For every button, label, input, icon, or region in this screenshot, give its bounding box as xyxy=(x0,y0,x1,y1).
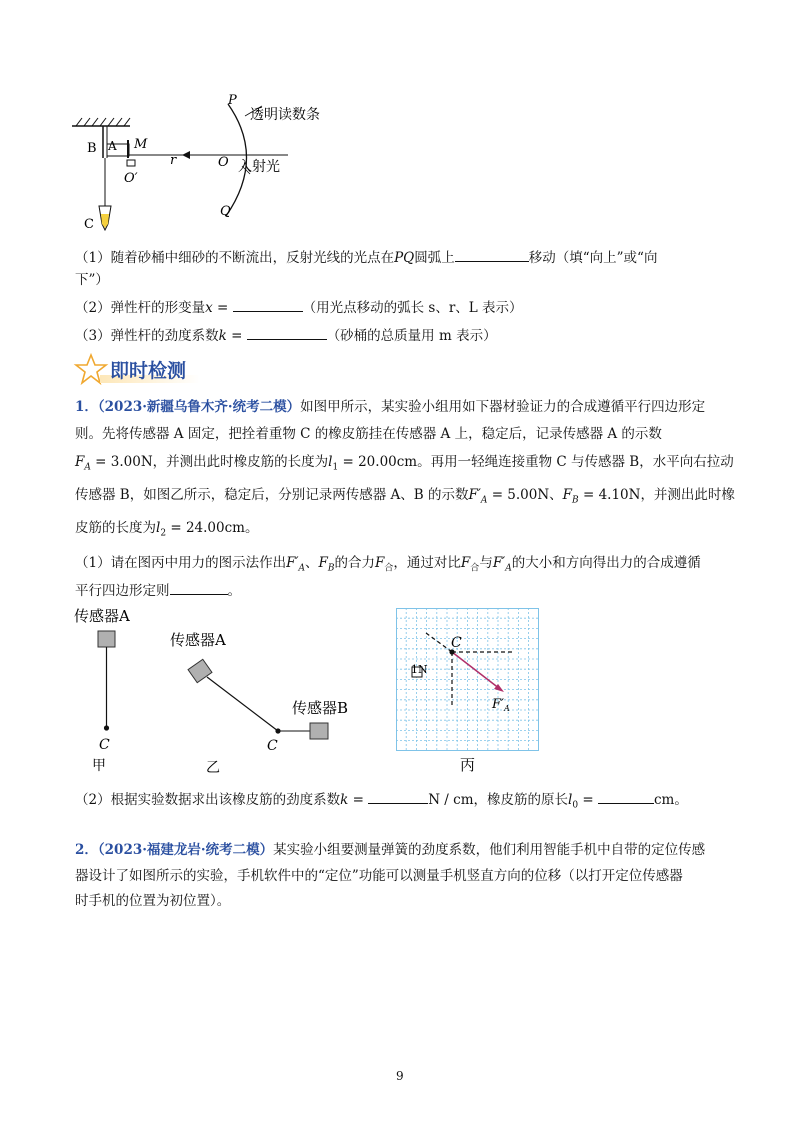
yi-caption: 乙 xyxy=(206,760,220,776)
equals-sign: = xyxy=(348,792,369,808)
label-M: M xyxy=(134,137,148,152)
math-FA-prime: F′ xyxy=(286,555,299,571)
math-sub: 2 xyxy=(160,528,167,539)
separator: 、 xyxy=(549,487,563,503)
prev-q1-text-d: 下”） xyxy=(75,272,109,288)
q1-line-1 xyxy=(75,397,705,417)
answer-blank-conclusion[interactable] xyxy=(170,580,228,595)
q1-sub2-text-b: ，橡皮筋的原长 xyxy=(473,792,568,808)
q2-line-1 xyxy=(75,840,705,860)
equals-sign: = xyxy=(578,792,598,808)
prev-q1-line-2 xyxy=(75,270,109,290)
section-title: 即时检测 xyxy=(110,360,187,382)
point-C xyxy=(104,725,109,730)
math-l0: l xyxy=(568,792,573,808)
label-P: P xyxy=(228,93,237,108)
equals-sign: = xyxy=(226,328,247,344)
answer-blank-l0[interactable] xyxy=(598,789,654,804)
math-sub: B xyxy=(327,563,335,574)
q1-sub1-text-g: 。 xyxy=(227,583,241,599)
yi-label-C: C xyxy=(267,738,278,754)
value-FA: = 3.00N xyxy=(90,454,153,470)
yi-sensorA-label: 传感器A xyxy=(170,631,226,649)
prev-q2-text-a: （2）弹性杆的形变量 xyxy=(75,300,206,316)
answer-blank-k-value[interactable] xyxy=(368,789,428,804)
prev-q2-line xyxy=(75,297,523,318)
math-x: x xyxy=(205,300,213,316)
math-FA-prime: F′ xyxy=(468,487,481,503)
q1-line-4 xyxy=(75,485,735,511)
label-strip: 透明读数条 xyxy=(250,107,320,123)
q1-text-3c: 。再用一轻绳连接重物 C 与传感器 B，水平向右拉动 xyxy=(417,454,734,470)
prev-q3-line xyxy=(75,325,497,346)
ray-arrow xyxy=(182,151,190,159)
math-l2: l xyxy=(156,520,161,536)
math-sub: A xyxy=(298,563,306,574)
value-FA-prime: = 5.00N xyxy=(487,487,550,503)
value-l1: = 20.00cm xyxy=(338,454,418,470)
jia-caption: 甲 xyxy=(92,758,106,774)
q2-source: （2023·福建龙岩·统考二模） xyxy=(97,842,274,858)
q2-number: 2． xyxy=(75,842,98,858)
q1-line-3 xyxy=(75,452,734,478)
prev-q2-text-b: （用光点移动的弧长 s、r、L 表示） xyxy=(302,300,523,316)
math-F-resultant: F xyxy=(375,555,385,571)
q1-sub1-text-a: （1）请在图丙中用力的图示法作出 xyxy=(75,555,287,571)
yi-sensorB-label: 传感器B xyxy=(292,699,349,717)
math-sub: A xyxy=(480,495,488,506)
q1-number: 1． xyxy=(75,399,98,415)
pivot-O-prime xyxy=(127,160,135,166)
q1-sub1-text-c: ，通过对比 xyxy=(393,555,461,571)
q1-sub1-text-e: 的大小和方向得出力的合成遵循 xyxy=(511,555,701,571)
math-sub: 合 xyxy=(384,563,394,574)
sensor-A-tilted xyxy=(188,659,212,682)
q1-sub1-text-f: 平行四边形定则 xyxy=(75,583,170,599)
bing-label-F: $F'_A$ xyxy=(492,697,510,713)
math-FA-prime: F′ xyxy=(492,555,506,571)
bing-label-C: C xyxy=(451,635,462,651)
label-O: O xyxy=(218,155,229,170)
prev-q1-text-a: （1）随着砂桶中细砂的不断流出，反射光线的光点在 xyxy=(75,250,395,266)
q1-line-5 xyxy=(75,518,258,544)
label-O-prime: O′ xyxy=(124,171,138,186)
prev-q1-line xyxy=(75,247,657,268)
value-l2: = 24.00cm xyxy=(166,520,245,536)
math-FB: F xyxy=(562,487,573,503)
math-sub: A xyxy=(505,563,512,574)
label-incident-light: 入射光 xyxy=(238,159,280,175)
label-B: B xyxy=(87,141,97,156)
unit-N-per-cm: N / cm xyxy=(428,792,474,808)
q1-text-5a: 皮筋的长度为 xyxy=(75,520,156,536)
sensor-B-block xyxy=(310,723,328,739)
scale-label: 1N xyxy=(411,663,428,676)
dotted-grid xyxy=(396,608,538,750)
jia-sensor-label: 传感器A xyxy=(74,607,130,625)
q1-line-2 xyxy=(75,424,662,444)
label-A: A xyxy=(108,139,117,153)
equals-sign: = xyxy=(212,300,233,316)
math-sub: A xyxy=(84,462,91,473)
math-sub: 1 xyxy=(332,462,339,473)
q2-line-2 xyxy=(75,866,683,886)
prev-q3-text-a: （3）弹性杆的劲度系数 xyxy=(75,328,219,344)
q2-line-3 xyxy=(75,891,230,911)
point-C xyxy=(275,728,280,733)
q1-sub1-text-b: 的合力 xyxy=(334,555,376,571)
value-FB: = 4.10N xyxy=(578,487,641,503)
q1-text-3b: ，并测出此时橡皮筋的长度为 xyxy=(152,454,329,470)
prev-q1-text-b: 圆弧上 xyxy=(414,250,455,266)
prev-q3-text-b: （砂桶的总质量用 m 表示） xyxy=(326,328,497,344)
bing-caption: 丙 xyxy=(460,756,476,774)
answer-blank-x[interactable] xyxy=(233,297,303,312)
math-sub: B xyxy=(572,495,579,506)
label-Q: Q xyxy=(220,204,231,219)
q1-text-2: 则。先将传感器 A 固定，把拴着重物 C 的橡皮筋挂在传感器 A 上，稳定后，记录传感器 A 的示数 xyxy=(75,426,662,442)
q1-text-5b: 。 xyxy=(244,520,259,536)
math-l1: l xyxy=(328,454,333,470)
page-number: 9 xyxy=(396,1069,404,1083)
answer-blank-k[interactable] xyxy=(247,325,327,340)
math-PQ: PQ xyxy=(394,250,415,266)
separator: 、 xyxy=(305,555,319,571)
q1-text-1: 如图甲所示，某实验小组用如下器材验证力的合成遵循平行四边形定 xyxy=(300,399,706,415)
math-F-resultant: F xyxy=(460,555,471,571)
figure-bing xyxy=(396,608,546,778)
q1-source: （2023·新疆乌鲁木齐·统考二模） xyxy=(97,399,301,415)
answer-blank-direction[interactable] xyxy=(455,247,529,262)
math-FA: F xyxy=(75,454,85,470)
math-k: k xyxy=(340,792,349,808)
top-apparatus-figure xyxy=(70,88,320,248)
q2-text-3: 时手机的位置为初位置）。 xyxy=(75,893,231,909)
FA-prime-arrow xyxy=(452,652,500,689)
q1-text-4a: 传感器 B，如图乙所示，稳定后，分别记录两传感器 A、B 的示数 xyxy=(75,487,469,503)
math-sub: 合 xyxy=(470,563,480,574)
jia-label-C: C xyxy=(99,737,110,753)
unit-cm: cm。 xyxy=(653,792,688,808)
math-sub: 0 xyxy=(572,800,579,811)
q1-sub1-line-1 xyxy=(75,553,701,579)
q2-text-1: 某实验小组要测量弹簧的劲度系数，他们利用智能手机中自带的定位传感 xyxy=(273,842,706,858)
q2-text-2: 器设计了如图所示的实验，手机软件中的“定位”功能可以测量手机竖直方向的位移（以打开定位传感器 xyxy=(75,868,683,884)
section-header xyxy=(74,353,204,385)
ceiling-hatch xyxy=(76,118,130,126)
math-k: k xyxy=(218,328,227,344)
label-C: C xyxy=(84,217,94,232)
figure-jia xyxy=(70,600,150,775)
q1-sub2-line xyxy=(75,789,688,816)
rubber-band-tilted xyxy=(207,677,278,731)
sand xyxy=(101,214,109,228)
q1-sub2-text-a: （2）根据实验数据求出该橡皮筋的劲度系数 xyxy=(75,792,341,808)
q1-sub1-text-d: 与 xyxy=(479,555,493,571)
prev-q1-text-c: 移动（填“向上”或“向 xyxy=(528,250,658,266)
sensor-A-block xyxy=(98,631,115,647)
q1-sub1-line-2 xyxy=(75,580,241,601)
math-FB: F xyxy=(318,555,328,571)
figure-yi xyxy=(160,625,370,775)
q1-text-4b: ，并测出此时橡 xyxy=(640,487,735,503)
label-r: r xyxy=(170,153,177,168)
